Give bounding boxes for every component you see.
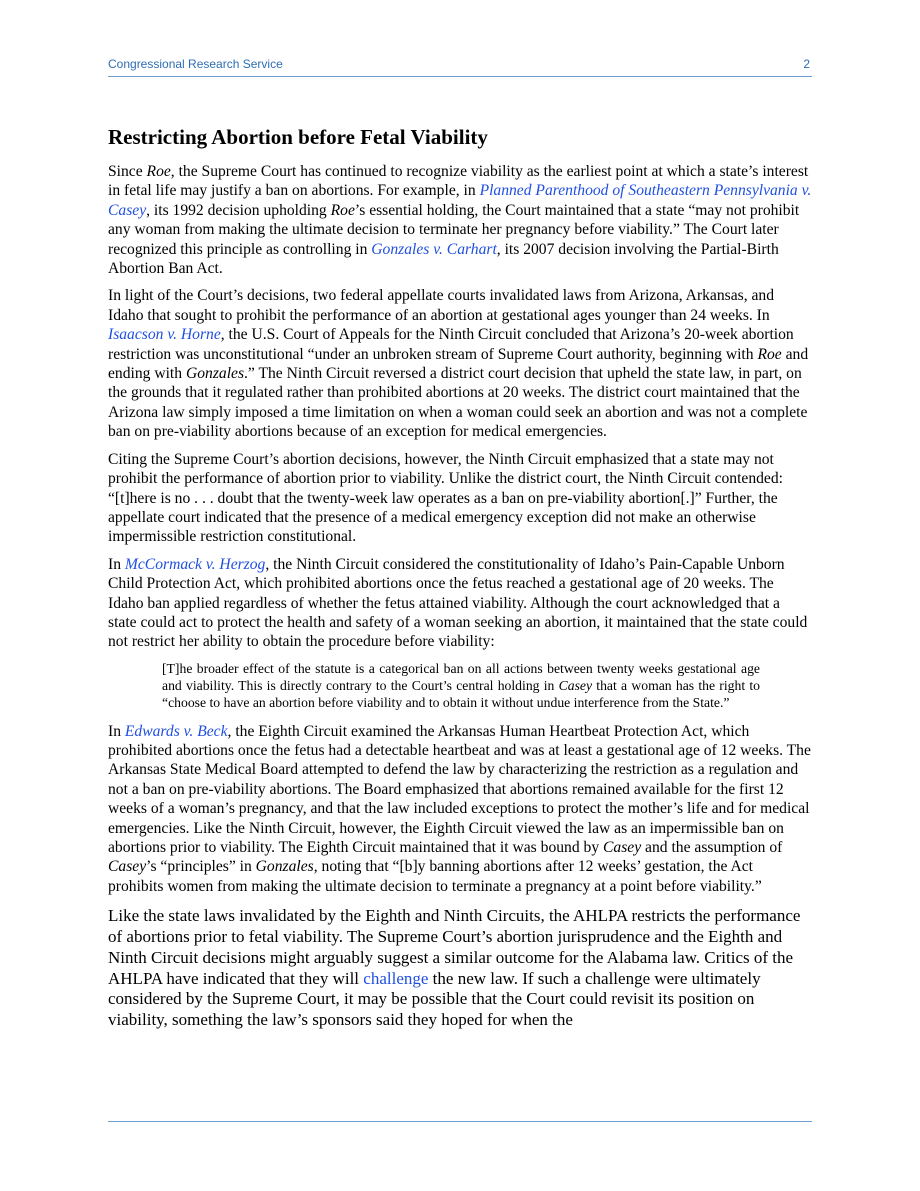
- case-gonzales: Gonzales: [255, 858, 314, 876]
- case-roe: Roe: [330, 201, 355, 219]
- text: Since: [108, 163, 147, 180]
- text: .” The Ninth Circuit reversed a district court decision that upheld the state law, in part, on the grounds that it regulated rather than prohibited abortions at 20 weeks. The district court maintained that the Arizona law simply imposed a time limitation on when a woman could seek an abortion and was not a complete ban on pre-viability abortions because of an exception for medical emergencies.: [108, 365, 808, 441]
- text: In: [108, 555, 125, 573]
- link-isaacson-v-horne[interactable]: Isaacson v. Horne: [108, 326, 221, 344]
- text: and ending with: [108, 345, 809, 383]
- text: , the Supreme Court has continued to recognize viability as the earliest point at which a state’s interest in fetal life may justify a ban on abortions. For example, in: [108, 163, 809, 200]
- text: , its 2007 decision involving the Partial-Birth Abortion Ban Act.: [108, 240, 779, 278]
- paragraph-4: [108, 555, 812, 652]
- case-roe: Roe: [757, 345, 782, 363]
- paragraph-2: [108, 286, 812, 441]
- link-challenge[interactable]: challenge: [363, 968, 429, 988]
- link-gonzales-v-carhart[interactable]: Gonzales v. Carhart: [371, 240, 497, 258]
- link-edwards-v-beck[interactable]: Edwards v. Beck: [124, 722, 228, 740]
- header-org: Congressional Research Service: [108, 57, 283, 71]
- case-roe: Roe: [146, 163, 171, 180]
- text: , the Ninth Circuit considered the constitutionality of Idaho’s Pain-Capable Unborn Child Protection Act, which prohibited abortions once the fetus reached a gestational age of 20 weeks. The Idaho ban applied regardless of whether the fetus attained viability. Although the court acknowledged that a state could act to protect the health and safety of a woman seeking an abortion, it maintained that the state could not restrict her ability to obtain the procedure before viability:: [108, 555, 808, 651]
- text: and the assumption of: [641, 839, 783, 857]
- text: [T]he broader effect of the statute is a categorical ban on all actions between twenty weeks gestational age and viability. This is directly contrary to the Court’s central holding in: [162, 660, 760, 694]
- link-mccormack-v-herzog[interactable]: McCormack v. Herzog: [124, 555, 266, 573]
- link-casey[interactable]: Planned Parenthood of Southeastern Pennsylvania v. Casey: [108, 182, 812, 219]
- main-content: [108, 123, 812, 1039]
- case-casey: Casey: [108, 858, 147, 876]
- paragraph-5: [108, 722, 812, 897]
- text: ’s “principles” in: [146, 858, 256, 876]
- text: the new law. If such a challenge were ultimately considered by the Supreme Court, it may be possible that the Court could revisit its position on viability, something the law’s sponsors said they hoped for when the: [108, 968, 761, 1030]
- paragraph-6: [108, 906, 812, 1031]
- footer-rule: [108, 1121, 812, 1122]
- text: ’s essential holding, the Court maintained that a state “may not prohibit any woman from making the ultimate decision to terminate her pregnancy before viability.” The Court later recognized this principle as controlling in: [108, 201, 800, 258]
- text: In light of the Court’s decisions, two federal appellate courts invalidated laws from Arizona, Arkansas, and Idaho that sought to prohibit the performance of an abortion at gestational ages younger than 24 weeks. In: [108, 287, 775, 324]
- case-casey: Casey: [603, 839, 642, 857]
- case-casey: Casey: [558, 678, 593, 694]
- text: , its 1992 decision upholding: [146, 201, 331, 219]
- case-gonzales: Gonzales: [185, 365, 245, 383]
- block-quote: [162, 660, 760, 712]
- section-heading: Restricting Abortion before Fetal Viability: [108, 125, 488, 149]
- text: , the Eighth Circuit examined the Arkansas Human Heartbeat Protection Act, which prohibited abortions once the fetus had a detectable heartbeat and was at least a gestational age of 12 weeks. The Arkansas State Medical Board attempted to defend the law by characterizing the restriction as a regulation and not a ban on pre-viability abortions. The Board emphasized that abortions remained available for the first 12 weeks of a woman’s pregnancy, and that the law included exceptions to protect the mother’s life and for medical emergencies. Like the Ninth Circuit, however, the Eighth Circuit viewed the law as an impermissible ban on abortions prior to viability. The Eighth Circuit maintained that it was bound by: [108, 722, 811, 857]
- text: Like the state laws invalidated by the Eighth and Ninth Circuits, the AHLPA restricts the performance of abortions prior to fetal viability. The Supreme Court’s abortion jurisprudence and the Eighth and Ninth Circuit decisions might arguably suggest a similar outcome for the Alabama law. Critics of the AHLPA have indicated that they will: [108, 906, 801, 988]
- paragraph-3: Citing the Supreme Court’s abortion decisions, however, the Ninth Circuit emphasized that a state may not prohibit the performance of abortion prior to viability. Unlike the district court, the Ninth Circuit contended: “[t]here is no . . . doubt that the twenty-week law operates as a ban on pre-viability abortion[.]” Further, the appellate court indicated that the presence of a medical emergency exception did not make an otherwise impermissible restriction constitutional.: [108, 450, 783, 546]
- text: that a woman has the right to “choose to have an abortion before viability and to obtain it without undue interference from the State.”: [162, 678, 760, 711]
- text: , noting that “[b]y banning abortions after 12 weeks’ gestation, the Act prohibits women from making the ultimate decision to terminate a pregnancy at a point before viability.”: [108, 858, 762, 895]
- header-page-number: 2: [803, 57, 810, 71]
- paragraph-1: [108, 162, 812, 278]
- text: In: [108, 722, 125, 740]
- text: , the U.S. Court of Appeals for the Ninth Circuit concluded that Arizona’s 20-week abortion restriction was unconstitutional “under an unbroken stream of Supreme Court authority, beginning with: [108, 326, 794, 363]
- page-header: [108, 57, 812, 77]
